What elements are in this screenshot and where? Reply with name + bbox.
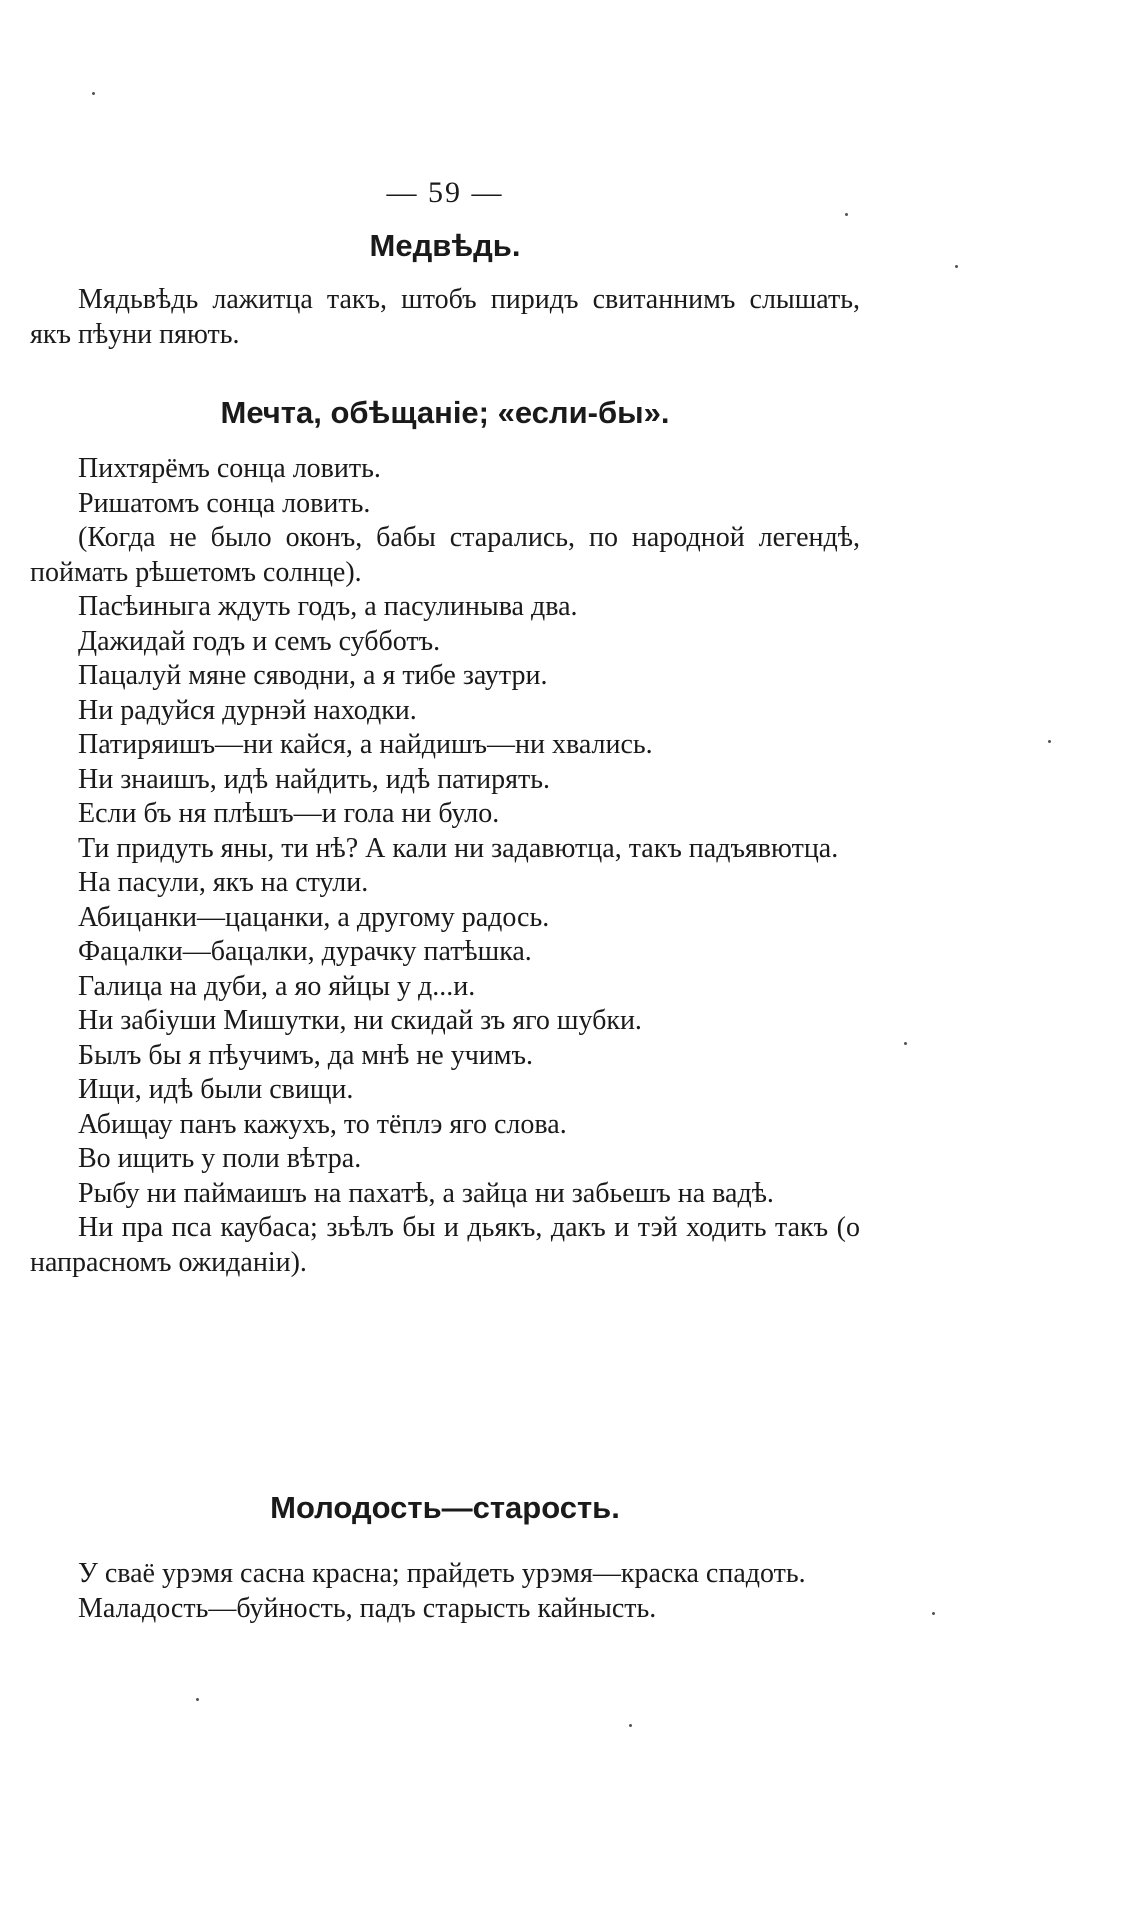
proverb: Ти придуть яны, ти нѣ? А кали ни задавютца, такъ падъявютца. — [78, 832, 839, 864]
scan-speck — [845, 213, 848, 216]
proverb: Ни забіуши Мишутки, ни скидай зъ яго шубки. — [78, 1005, 642, 1036]
proverb: На пасули, якъ на стули. — [78, 867, 369, 898]
proverb: Ни пра пса каубаса; зьѣлъ бы и дьякъ, дакъ и тэй ходить такъ (о напрасномъ ожиданіи). — [30, 1212, 860, 1278]
section-body-youth-age — [30, 1557, 860, 1626]
scan-speck — [92, 92, 95, 95]
scan-speck — [629, 1724, 632, 1727]
proverb: Ришатомъ сонца ловить. — [78, 487, 371, 519]
proverb: Во ищить у поли вѣтра. — [78, 1143, 362, 1174]
page-number: — 59 — — [386, 176, 504, 209]
proverb: Ищи, идѣ были свищи. — [78, 1074, 354, 1105]
proverb: Абищау панъ кажухъ, то тёплэ яго слова. — [78, 1108, 567, 1140]
proverb: Пацалуй мяне сяводни, а я тибе заутри. — [78, 660, 548, 691]
proverb: Ни знаишъ, идѣ найдить, идѣ патирять. — [78, 763, 550, 795]
proverb: У сваё урэмя сасна красна; прайдеть урэмя—краска спадоть. — [78, 1558, 806, 1589]
proverb: Ни радуйся дурнэй находки. — [78, 694, 417, 726]
proverb: Патиряишъ—ни кайся, а найдишъ—ни хвались. — [78, 729, 653, 760]
proverb: Рыбу ни паймаишъ на пахатѣ, а зайца ни забьешъ на вадѣ. — [78, 1177, 774, 1209]
proverb: Пихтярёмъ сонца ловить. — [78, 453, 381, 484]
section-body-bear — [30, 283, 860, 352]
proverb: (Когда не было оконъ, бабы старались, по народной легендѣ, поймать рѣшетомъ солнце). — [30, 522, 860, 588]
scan-speck — [904, 1042, 907, 1045]
section-heading-youth-age: Молодость—старость. — [270, 1490, 620, 1525]
scan-speck — [955, 265, 958, 268]
proverb: Былъ бы я пѣучимъ, да мнѣ не учимъ. — [78, 1039, 533, 1071]
section-body-dream — [30, 452, 860, 1280]
proverb: Фацалки—бацалки, дурачку патѣшка. — [78, 936, 532, 967]
proverb: Маладость—буйность, падъ старысть кайнысть. — [78, 1592, 657, 1624]
proverb: Мядьвѣдь лажитца такъ, штобъ пиридъ свитаннимъ слышать, якъ пѣуни пяють. — [30, 284, 860, 350]
scan-speck — [932, 1612, 935, 1615]
scan-speck — [1048, 740, 1051, 743]
scan-speck — [196, 1698, 199, 1701]
section-heading-dream: Мечта, обѣщаніе; «если-бы». — [220, 395, 670, 430]
section-heading-bear: Медвѣдь. — [369, 228, 521, 263]
proverb: Абицанки—цацанки, а другому радось. — [78, 901, 550, 933]
proverb: Если бъ ня плѣшъ—и гола ни було. — [78, 798, 500, 829]
proverb: Дажидай годъ и семъ субботъ. — [78, 625, 441, 657]
proverb: Галица на дуби, а яо яйцы у д...и. — [78, 970, 476, 1002]
proverb: Пасѣиныга ждуть годъ, а пасулиныва два. — [78, 591, 578, 622]
